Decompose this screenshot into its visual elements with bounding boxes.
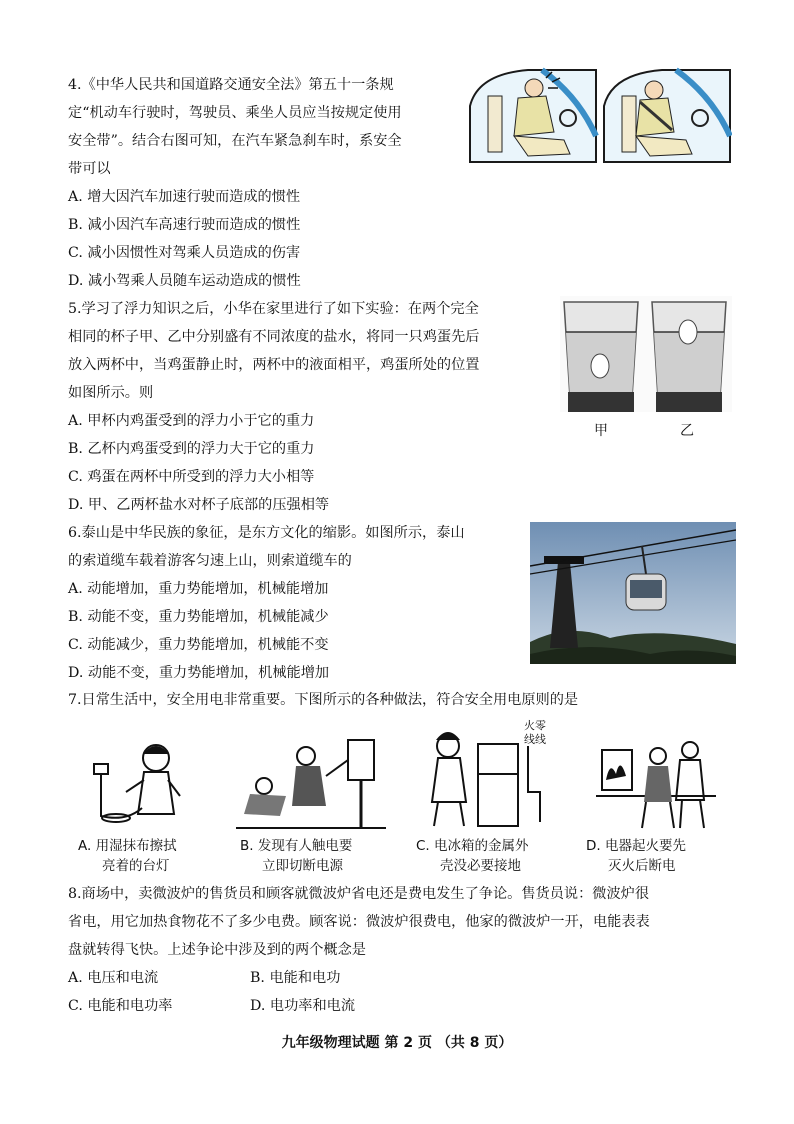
q4-option-d: D. 减小驾乘人员随车运动造成的惯性	[68, 273, 301, 289]
q8-option-b: B. 电能和电功	[250, 970, 341, 986]
q7-caption-b-line-1: B. 发现有人触电要	[240, 838, 353, 854]
q4-stem-line-1: 4.《中华人民共和国道路交通安全法》第五十一条规	[68, 77, 394, 93]
q8-option-a: A. 电压和电流	[68, 970, 159, 986]
q5-option-d: D. 甲、乙两杯盐水对杯子底部的压强相等	[68, 497, 330, 513]
q5-option-c: C. 鸡蛋在两杯中所受到的浮力大小相等	[68, 469, 315, 485]
q7-stem: 7.日常生活中，安全用电非常重要。下图所示的各种做法，符合安全用电原则的是	[68, 692, 579, 708]
q5-stem-line-1: 5.学习了浮力知识之后，小华在家里进行了如下实验：在两个完全	[68, 301, 479, 317]
page-footer: 九年级物理试题 第 2 页 （共 8 页）	[281, 1035, 513, 1051]
q6-stem-line-1: 6.泰山是中华民族的象征，是东方文化的缩影。如图所示，泰山	[68, 525, 465, 541]
electric-shock-rescue-figure	[236, 736, 386, 832]
q4-stem-line-4: 带可以	[68, 161, 111, 177]
q8-option-c: C. 电能和电功率	[68, 998, 173, 1014]
q7-caption-a-line-1: A. 用湿抹布擦拭	[78, 838, 177, 854]
q5-option-a: A. 甲杯内鸡蛋受到的浮力小于它的重力	[68, 413, 315, 429]
wet-cloth-lamp-figure	[86, 736, 196, 832]
q6-option-a: A. 动能增加，重力势能增加，机械能增加	[68, 581, 329, 597]
q6-option-b: B. 动能不变，重力势能增加，机械能减少	[68, 609, 329, 625]
q4-stem-line-2: 定“机动车行驶时，驾驶员、乘坐人员应当按规定使用	[68, 105, 402, 121]
q5-stem-line-4: 如图所示。则	[68, 385, 154, 401]
q7-caption-a-line-2: 亮着的台灯	[102, 858, 170, 874]
q8-stem-line-3: 盘就转得飞快。上述争论中涉及到的两个概念是	[68, 942, 366, 958]
q4-option-c: C. 减小因惯性对驾乘人员造成的伤害	[68, 245, 301, 261]
electrical-fire-figure	[596, 740, 716, 832]
cup-label-b: 乙	[680, 423, 694, 439]
q5-stem-line-3: 放入两杯中，当鸡蛋静止时，两杯中的液面相平，鸡蛋所处的位置	[68, 357, 480, 373]
q6-option-c: C. 动能减少，重力势能增加，机械能不变	[68, 637, 329, 653]
egg-cups-figure	[560, 296, 732, 412]
cup-label-a: 甲	[594, 423, 608, 439]
q7-caption-d-line-1: D. 电器起火要先	[586, 838, 686, 854]
q7-caption-d-line-2: 灭火后断电	[608, 858, 676, 874]
live-neutral-label-2: 线线	[524, 733, 546, 746]
q6-option-d: D. 动能不变，重力势能增加，机械能增加	[68, 665, 330, 681]
seatbelt-car-figure	[468, 66, 732, 166]
q8-option-d: D. 电功率和电流	[250, 998, 356, 1014]
live-neutral-label-1: 火零	[524, 719, 546, 732]
q7-caption-c-line-2: 壳没必要接地	[440, 858, 521, 874]
cable-car-photo	[530, 522, 736, 664]
q6-stem-line-2: 的索道缆车载着游客匀速上山，则索道缆车的	[68, 553, 352, 569]
q5-stem-line-2: 相同的杯子甲、乙中分别盛有不同浓度的盐水，将同一只鸡蛋先后	[68, 329, 480, 345]
q8-stem-line-1: 8.商场中，卖微波炉的售货员和顾客就微波炉省电还是费电发生了争论。售货员说：微波炉很	[68, 886, 650, 902]
q4-option-b: B. 减小因汽车高速行驶而造成的惯性	[68, 217, 301, 233]
q4-stem-line-3: 安全带”。结合右图可知，在汽车紧急刹车时，系安全	[68, 133, 402, 149]
q7-caption-c-line-1: C. 电冰箱的金属外	[416, 838, 529, 854]
q4-option-a: A. 增大因汽车加速行驶而造成的惯性	[68, 189, 301, 205]
q7-caption-b-line-2: 立即切断电源	[262, 858, 343, 874]
q5-option-b: B. 乙杯内鸡蛋受到的浮力大于它的重力	[68, 441, 315, 457]
q8-stem-line-2: 省电，用它加热食物花不了多少电费。顾客说：微波炉很费电，他家的微波炉一开，电能表表	[68, 914, 650, 930]
